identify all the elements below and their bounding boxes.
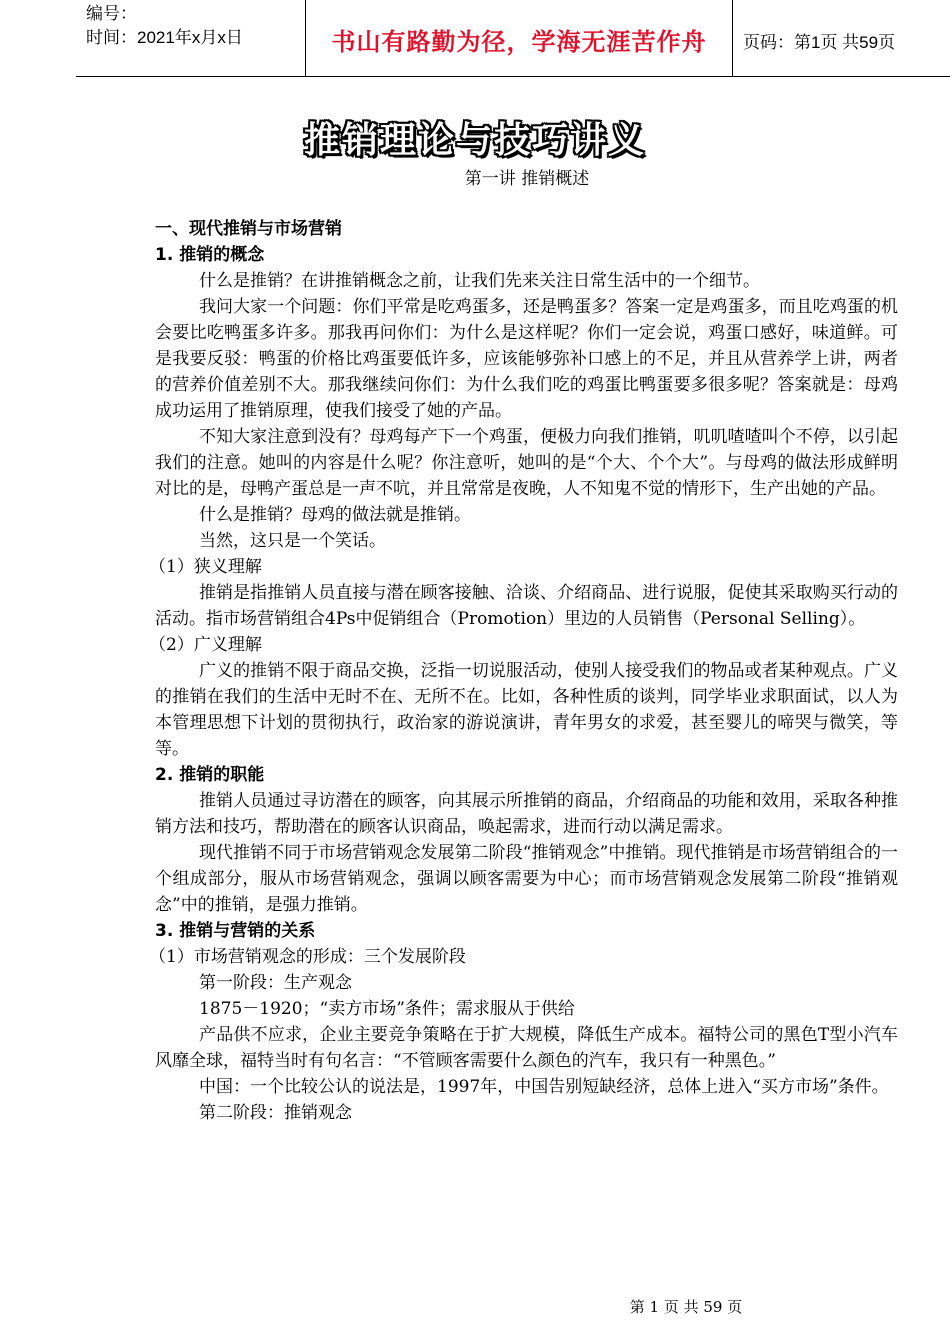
- header-page-cell: [733, 0, 950, 76]
- lecture-subtitle: 第一讲 推销概述: [464, 169, 590, 189]
- paragraph: 什么是推销？在讲推销概念之前，让我们先来关注日常生活中的一个细节。: [199, 271, 760, 291]
- paragraph: 中国：一个比较公认的说法是，1997年，中国告别短缺经济，总体上进入“买方市场”条件。: [199, 1077, 889, 1097]
- item-heading: （1）狭义理解: [149, 557, 262, 577]
- paragraph: 广义的推销不限于商品交换，泛指一切说服活动，使别人接受我们的物品或者某种观点。广义的推销在我们的生活中无时不在、无所不在。比如，各种性质的谈判，同学毕业求职面试，以人为本管理思想下计划的贯彻执行，政治家的游说演讲，青年男女的求爱，甚至婴儿的啼哭与微笑，等等。: [155, 661, 898, 759]
- document-title: 推销理论与技巧讲义: [303, 120, 646, 161]
- motto-text: 书山有路勤为径，学海无涯苦作舟: [331, 28, 707, 56]
- paragraph: 我问大家一个问题：你们平常是吃鸡蛋多，还是鸭蛋多？答案一定是鸡蛋多，而且吃鸡蛋的机会要比吃鸭蛋多许多。那我再问你们：为什么是这样呢？你们一定会说，鸡蛋口感好，味道鲜。可是我要反驳：鸭蛋的价格比鸡蛋要低许多，应该能够弥补口感上的不足，并且从营养学上讲，两者的营养价值差别不大。那我继续问你们：为什么我们吃的鸡蛋比鸭蛋要多很多呢？答案就是：母鸡成功运用了推销原理，使我们接受了她的产品。: [155, 297, 898, 421]
- item-heading: （2）广义理解: [149, 635, 262, 655]
- paragraph: 推销人员通过寻访潜在的顾客，向其展示所推销的商品，介绍商品的功能和效用，采取各种推销方法和技巧，帮助潜在的顾客认识商品，唤起需求，进而行动以满足需求。: [155, 791, 898, 837]
- page-footer: 第 1 页 共 59 页: [629, 1298, 743, 1316]
- paragraph: 产品供不应求，企业主要竞争策略在于扩大规模，降低生产成本。福特公司的黑色T型小汽车风靡全球，福特当时有句名言：“不管顾客需要什么颜色的汽车，我只有一种黑色。”: [155, 1025, 898, 1071]
- paragraph: 当然，这只是一个笑话。: [199, 531, 386, 551]
- paragraph: 什么是推销？母鸡的做法就是推销。: [199, 505, 471, 525]
- section-heading: 一、现代推销与市场营销: [155, 219, 342, 239]
- document-body: [149, 216, 898, 1126]
- paragraph: 不知大家注意到没有？母鸡每产下一个鸡蛋，便极力向我们推销，叽叽喳喳叫个不停，以引起我们的注意。她叫的内容是什么呢？你注意听，她叫的是“个大、个个大”。与母鸡的做法形成鲜明对比的是，母鸭产蛋总是一声不吭，并且常常是夜晚，人不知鬼不觉的情形下，生产出她的产品。: [155, 427, 898, 499]
- paragraph: 现代推销不同于市场营销观念发展第二阶段“推销观念”中推销。现代推销是市场营销组合的一个组成部分，服从市场营销观念，强调以顾客需要为中心；而市场营销观念发展第二阶段“推销观念”中的推销，是强力推销。: [155, 843, 898, 915]
- item-heading: （1）市场营销观念的形成：三个发展阶段: [149, 947, 466, 967]
- paragraph: 推销是指推销人员直接与潜在顾客接触、洽谈、介绍商品、进行说服，促使其采取购买行动的活动。指市场营销组合4Ps中促销组合（Promotion）里边的人员销售（Personal Selling）。: [155, 583, 898, 629]
- page-info: 页码：第1页 共59页: [743, 33, 896, 52]
- paragraph: 1875－1920；“卖方市场”条件；需求服从于供给: [199, 999, 575, 1019]
- number-label: 编号：: [86, 4, 137, 23]
- time-label: 时间：2021年x月x日: [86, 28, 243, 47]
- subsection-heading: 3. 推销与营销的关系: [155, 921, 316, 941]
- paragraph: 第二阶段：推销观念: [199, 1103, 352, 1123]
- header-motto-cell: [306, 0, 733, 76]
- subsection-heading: 1. 推销的概念: [155, 245, 265, 265]
- header-meta-cell: [76, 0, 306, 76]
- paragraph: 第一阶段：生产观念: [199, 973, 352, 993]
- page-header: [76, 0, 950, 77]
- subsection-heading: 2. 推销的职能: [155, 765, 265, 785]
